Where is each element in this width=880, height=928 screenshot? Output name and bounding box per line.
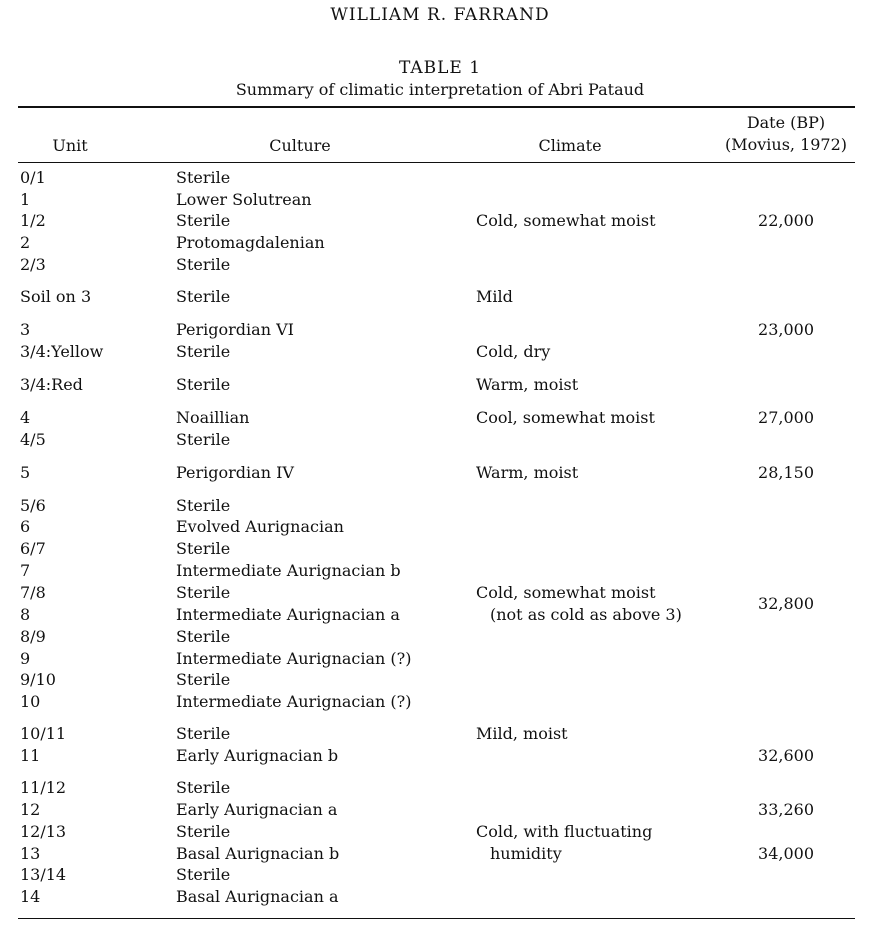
unit-cell: 6/7 [20,539,46,558]
climate-cell: Mild, moist [476,724,568,743]
unit-cell: 0/1 [20,168,46,187]
culture-cell: Intermediate Aurignacian a [176,605,400,624]
unit-cell: 11/12 [20,778,67,797]
climate-cell: Warm, moist [476,375,579,394]
unit-cell: 5/6 [20,496,46,515]
date-cell: 32,600 [758,746,814,765]
culture-cell: Sterile [176,496,231,515]
culture-cell: Sterile [176,211,231,230]
col-header-date-line2: (Movius, 1972) [724,135,848,154]
culture-cell: Intermediate Aurignacian (?) [176,649,412,668]
culture-cell: Sterile [176,430,231,449]
date-cell: 22,000 [758,211,814,230]
unit-cell: 5 [20,463,31,482]
culture-cell: Sterile [176,627,231,646]
unit-cell: 1/2 [20,211,46,230]
unit-cell: 13 [20,844,41,863]
date-cell: 28,150 [758,463,814,482]
unit-cell: 10 [20,692,41,711]
unit-cell: 13/14 [20,865,67,884]
culture-cell: Sterile [176,342,231,361]
culture-cell: Evolved Aurignacian [176,517,344,536]
unit-cell: 3/4:Red [20,375,83,394]
culture-cell: Early Aurignacian a [176,800,338,819]
culture-cell: Sterile [176,822,231,841]
col-header-climate: Climate [538,136,602,155]
unit-cell: 4 [20,408,31,427]
climate-cell-continuation: (not as cold as above 3) [490,605,682,624]
unit-cell: 8/9 [20,627,46,646]
col-header-date [712,112,860,156]
unit-cell: 1 [20,190,31,209]
culture-cell: Intermediate Aurignacian b [176,561,401,580]
climate-cell: Cold, dry [476,342,551,361]
climate-cell: Cold, with fluctuating [476,822,653,841]
table-top-rule [18,106,855,108]
unit-cell: 7 [20,561,31,580]
culture-cell: Sterile [176,865,231,884]
culture-cell: Early Aurignacian b [176,746,339,765]
table-caption: Summary of climatic interpretation of Abri Pataud [235,80,645,99]
date-cell: 33,260 [758,800,814,819]
climate-cell-continuation: humidity [490,844,562,863]
culture-cell: Sterile [176,287,231,306]
culture-cell: Sterile [176,539,231,558]
unit-cell: Soil on 3 [20,287,92,306]
culture-cell: Lower Solutrean [176,190,312,209]
culture-cell: Basal Aurignacian b [176,844,340,863]
unit-cell: 12 [20,800,41,819]
running-head: WILLIAM R. FARRAND [330,5,550,25]
unit-cell: 11 [20,746,41,765]
unit-cell: 3/4:Yellow [20,342,104,361]
culture-cell: Basal Aurignacian a [176,887,339,906]
culture-cell: Sterile [176,375,231,394]
table-number: TABLE 1 [398,58,482,78]
table-bottom-rule [18,918,855,919]
date-cell: 23,000 [758,320,814,339]
culture-cell: Perigordian VI [176,320,294,339]
col-header-unit: Unit [52,136,88,155]
unit-cell: 8 [20,605,31,624]
culture-cell: Sterile [176,583,231,602]
culture-cell: Sterile [176,168,231,187]
climate-cell: Warm, moist [476,463,579,482]
unit-cell: 6 [20,517,31,536]
unit-cell: 9 [20,649,31,668]
culture-cell: Sterile [176,670,231,689]
unit-cell: 9/10 [20,670,56,689]
culture-cell: Intermediate Aurignacian (?) [176,692,412,711]
table-header-rule [18,162,855,163]
culture-cell: Sterile [176,724,231,743]
culture-cell: Sterile [176,255,231,274]
unit-cell: 14 [20,887,41,906]
unit-cell: 2 [20,233,31,252]
climate-cell: Cool, somewhat moist [476,408,655,427]
unit-cell: 7/8 [20,583,46,602]
culture-cell: Sterile [176,778,231,797]
unit-cell: 3 [20,320,31,339]
unit-cell: 2/3 [20,255,46,274]
culture-cell: Noaillian [176,408,250,427]
date-cell: 32,800 [758,594,814,613]
unit-cell: 12/13 [20,822,67,841]
climate-cell: Mild [476,287,513,306]
date-cell: 27,000 [758,408,814,427]
date-cell: 34,000 [758,844,814,863]
culture-cell: Protomagdalenian [176,233,325,252]
climate-cell: Cold, somewhat moist [476,583,656,602]
col-header-date-line1: Date (BP) [746,113,826,132]
unit-cell: 10/11 [20,724,67,743]
col-header-culture: Culture [269,136,331,155]
climate-cell: Cold, somewhat moist [476,211,656,230]
unit-cell: 4/5 [20,430,46,449]
culture-cell: Perigordian IV [176,463,294,482]
